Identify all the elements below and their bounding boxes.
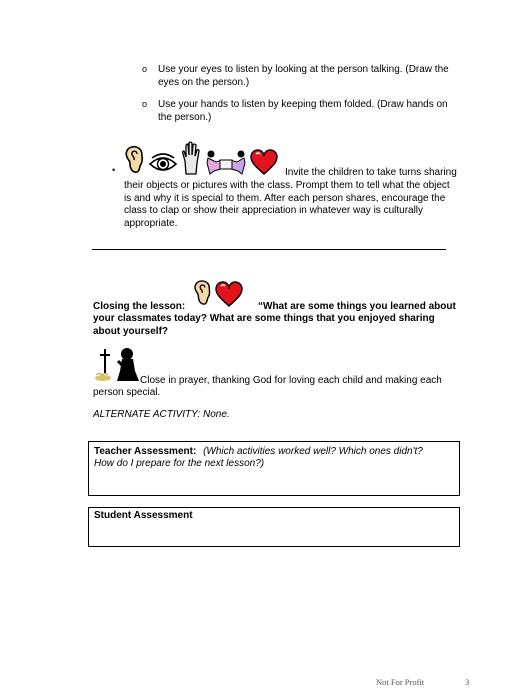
ear-icon: [193, 279, 213, 307]
teacher-assessment-prompt: (Which activities worked well? Which ones didn't?: [203, 446, 423, 457]
eye-icon: [148, 153, 178, 175]
paragraph-line: about yourself?: [93, 325, 169, 337]
sharing-figures-icon: [204, 149, 248, 175]
sub-bullet-text: the person.): [158, 112, 212, 123]
section-divider: [92, 249, 446, 250]
ear-icon: [124, 145, 146, 175]
closing-question-line1: “What are some things you learned about: [258, 301, 456, 312]
student-assessment-label: Student Assessment: [94, 510, 193, 521]
paragraph-line: your classmates today? What are some things that you enjoyed sharing: [93, 313, 435, 324]
share-instructions-line1: Invite the children to take turns sharing: [285, 167, 457, 178]
footer-text: Not For Profit: [376, 677, 425, 687]
share-instructions: [124, 180, 474, 230]
bullet-marker: o: [142, 64, 148, 74]
paragraph-line: is and why it is special to them. After each person shares, encourage the: [124, 192, 446, 204]
paragraph-line: appropriate.: [124, 217, 178, 229]
prayer-line1: Close in prayer, thanking God for loving each child and making each: [140, 375, 442, 386]
praying-child-cross-icon: [93, 345, 141, 385]
prayer-line2: person special.: [93, 387, 161, 398]
teacher-assessment-prompt-line2: How do I prepare for the next lesson?): [94, 458, 265, 469]
closing-question: [93, 313, 463, 338]
paragraph-line: class to clap or show their appreciation in whatever way is culturally: [124, 205, 424, 216]
sub-bullet-text: eyes on the person.): [158, 77, 250, 88]
sub-bullet-text: Use your eyes to listen by looking at the person talking. (Draw the: [158, 64, 449, 75]
paragraph-line: their objects or pictures with the class. Prompt them to tell what the object: [124, 180, 450, 191]
alternate-activity: ALTERNATE ACTIVITY: None.: [93, 409, 230, 420]
bullet-marker: •: [112, 165, 116, 175]
teacher-assessment-label: Teacher Assessment:: [94, 446, 197, 457]
student-assessment-box: [88, 507, 460, 547]
heart-icon: [250, 149, 278, 175]
sub-bullet-hands: [142, 98, 472, 124]
sub-bullet-eyes: [142, 63, 472, 89]
hand-icon: [180, 141, 202, 175]
bullet-marker: o: [142, 99, 148, 109]
heart-icon: [215, 281, 243, 307]
teacher-assessment-box: [88, 441, 460, 496]
sub-bullet-text: Use your hands to listen by keeping them folded. (Draw hands on: [158, 99, 448, 110]
page-number: 3: [465, 677, 470, 687]
closing-label: Closing the lesson:: [93, 301, 186, 312]
activity-icons: [124, 139, 278, 175]
closing-icons: [193, 277, 243, 307]
